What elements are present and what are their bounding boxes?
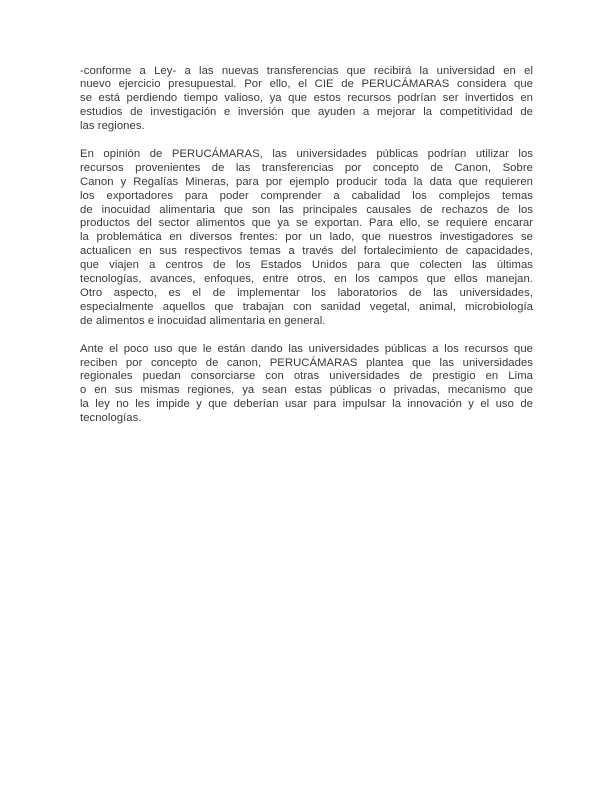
text-line: actualicen en sus respectivos temas a través del fortalecimiento de capacidades, [80,245,533,258]
text-line: la ley no les impide y que deberían usar para impulsar la innovación y el uso de [80,398,533,411]
paragraph [80,343,533,426]
text-line: productos del sector alimentos que ya se exportan. Para ello, se requiere encarar [80,217,533,230]
text-line: los exportadores para poder comprender a cabalidad los complejos temas [80,189,533,202]
text-line: tecnologías. [80,412,142,425]
text-line: recursos provenientes de las transferencias por concepto de Canon, Sobre [80,161,533,174]
text-line: especialmente aquellos que trabajan con sanidad vegetal, animal, microbiología [80,300,533,313]
text-line: que viajen a centros de los Estados Unidos para que colecten las últimas [80,259,533,272]
text-line: -conforme a Ley- a las nuevas transferencias que recibirá la universidad en el [80,64,533,77]
text-line: se está perdiendo tiempo valioso, ya que estos recursos podrían ser invertidos en [80,92,533,105]
text-line: regionales puedan consorciarse con otras universidades de prestigio en Lima [80,370,533,383]
text-line: En opinión de PERUCÁMARAS, las universidades públicas podrían utilizar los [80,147,533,160]
text-line: reciben por concepto de canon, PERUCÁMARAS plantea que las universidades [80,356,533,369]
text-line: de inocuidad alimentaria que son las principales causales de rechazos de los [80,203,533,216]
text-line: Otro aspecto, es el de implementar los laboratorios de las universidades, [80,286,533,299]
text-line: nuevo ejercicio presupuestal. Por ello, el CIE de PERUCÁMARAS considera que [80,78,533,91]
paragraph [80,148,533,329]
text-line: la problemática en diversos frentes: por un lado, que nuestros investigadores se [80,231,533,244]
text-line: de alimentos e inocuidad alimentaria en general. [80,314,326,327]
text-line: Ante el poco uso que le están dando las universidades públicas a los recursos que [80,342,533,355]
text-line: las regiones. [80,120,145,133]
text-line: tecnologías, avances, enfoques, entre otros, en los campos que ellos manejan. [80,273,533,286]
text-line: o en sus mismas regiones, ya sean estas públicas o privadas, mecanismo que [80,384,533,397]
text-line: Canon y Regalías Mineras, para por ejemplo producir toda la data que requieren [80,175,533,188]
document-text-block [80,65,533,440]
paragraph [80,65,533,135]
text-line: estudios de investigación e inversión que ayuden a mejorar la competitividad de [80,106,533,119]
